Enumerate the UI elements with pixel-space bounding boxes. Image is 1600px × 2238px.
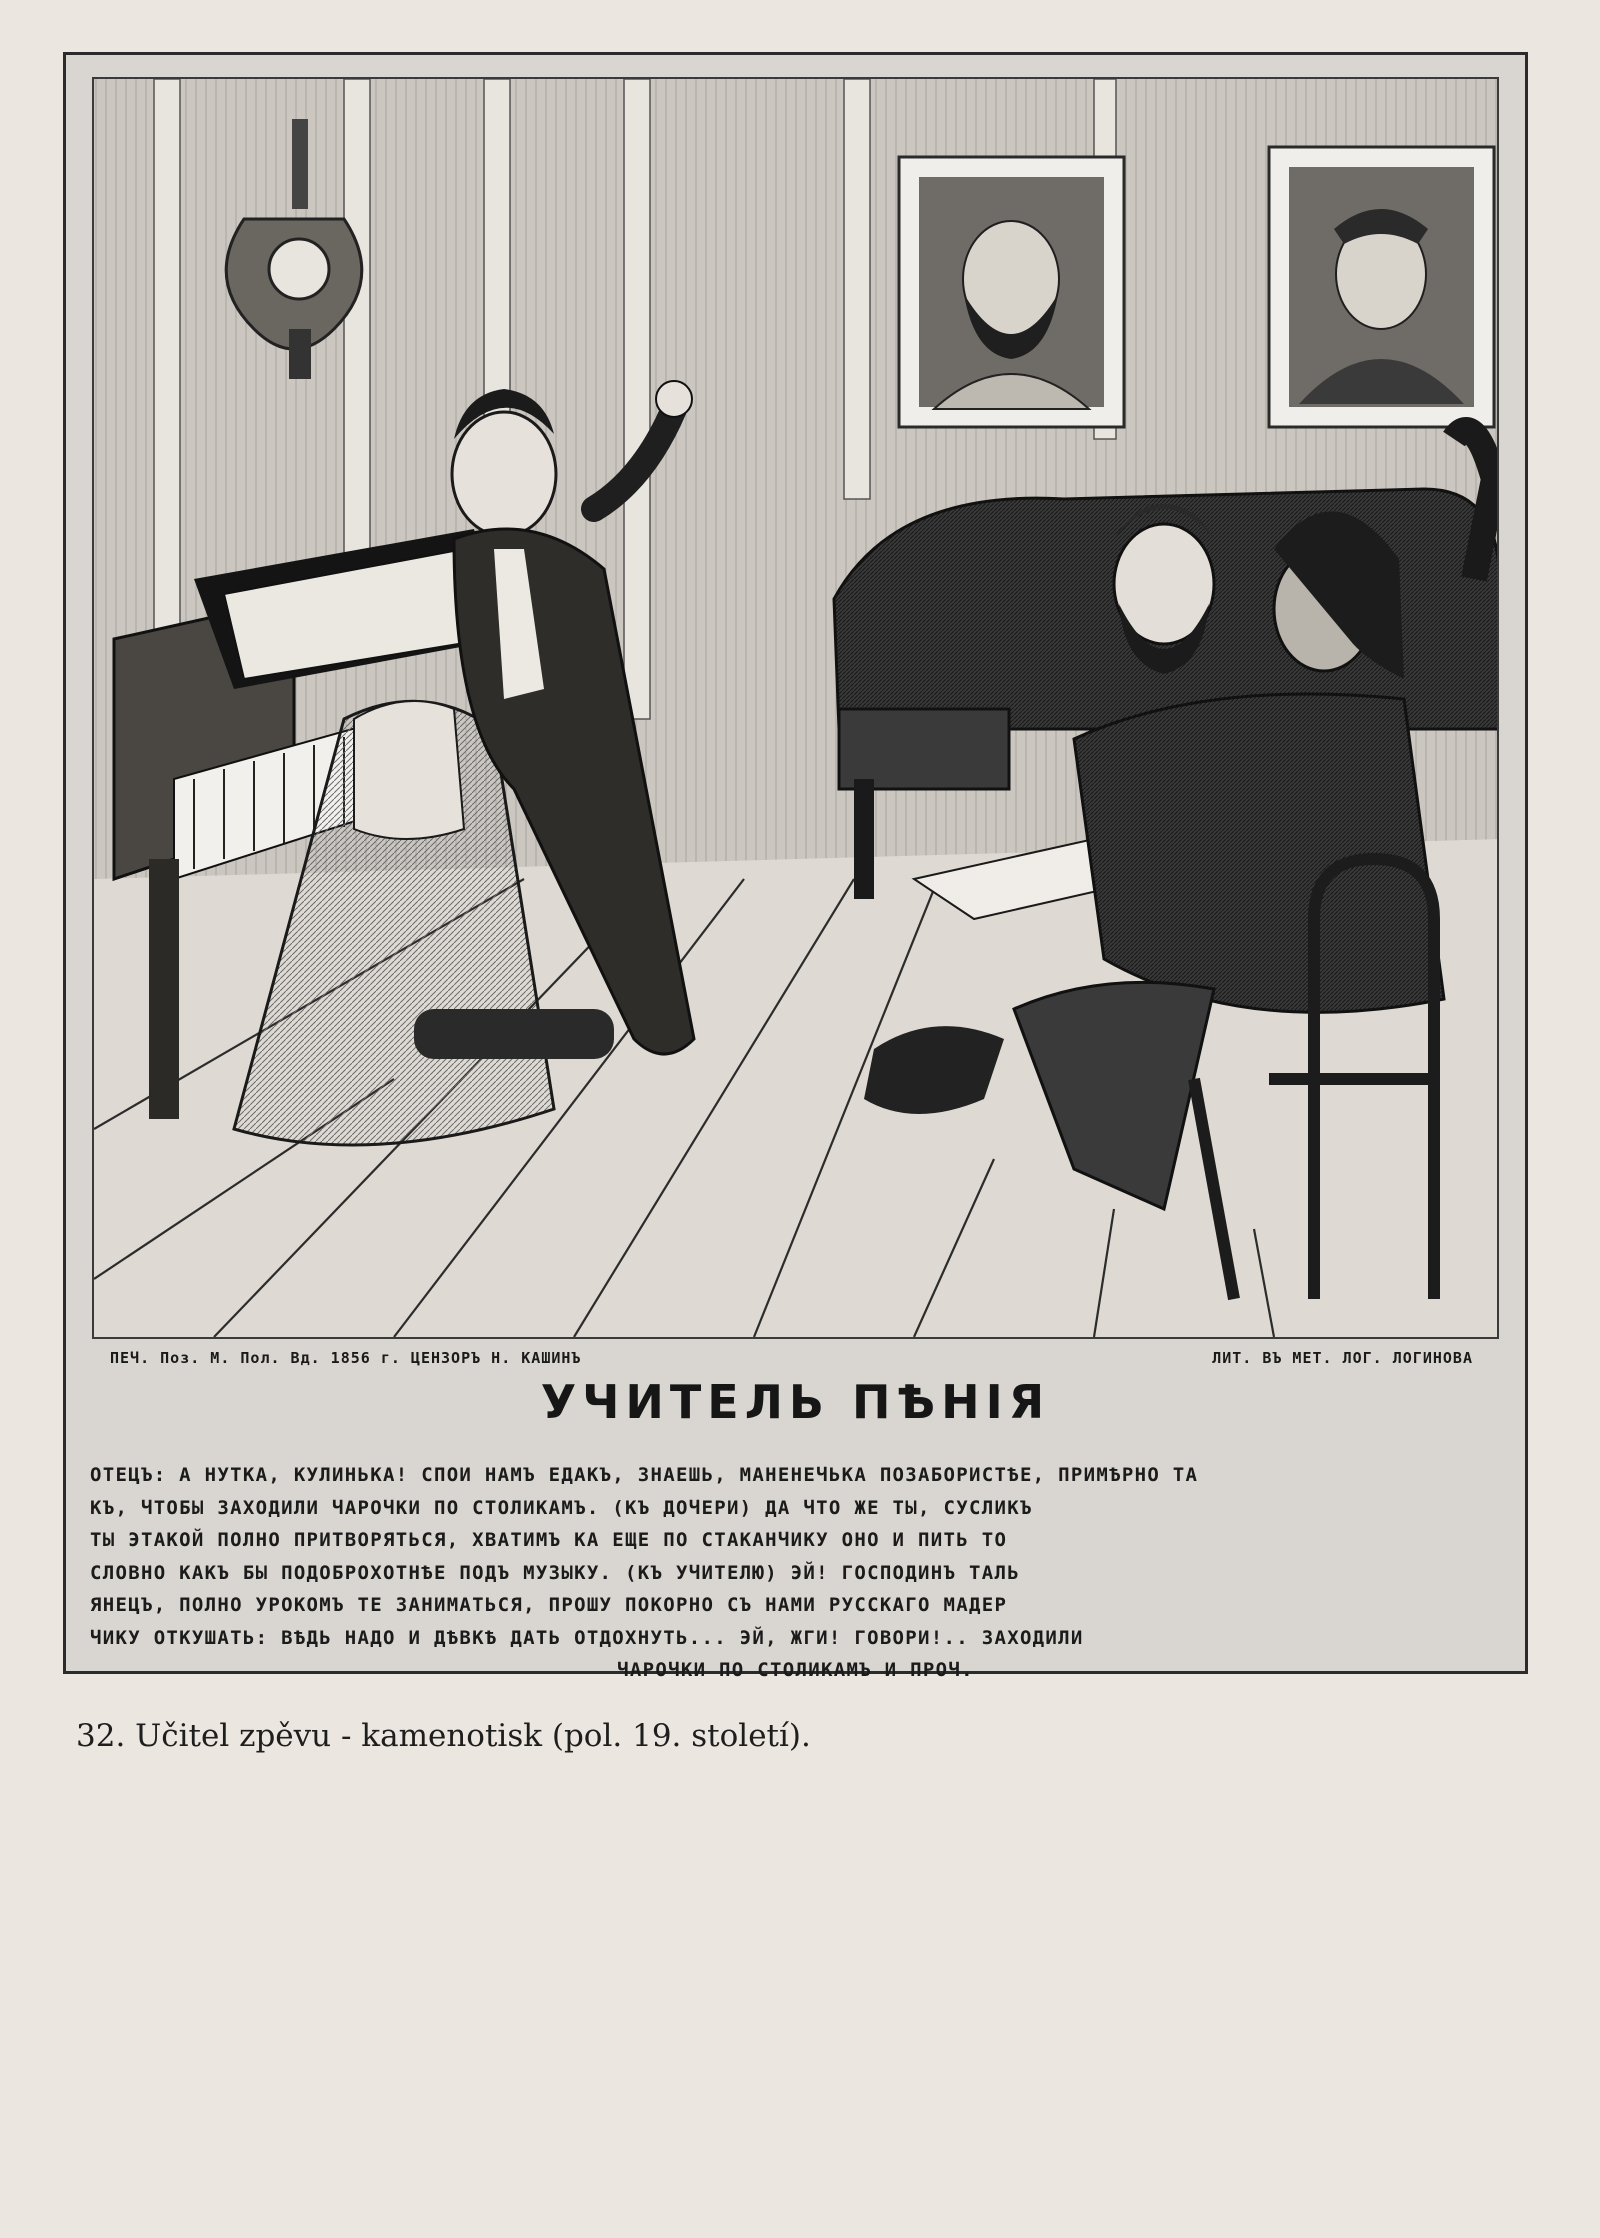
portrait-man [899, 157, 1124, 427]
figure-caption: 32. Učitel zpěvu - kamenotisk (pol. 19. století). [76, 1718, 811, 1754]
dialogue-line: ЧАРОЧКИ ПО СТОЛИКАМЪ И ПРОЧ. [617, 1659, 974, 1681]
lithographer-imprint: ЛИТ. ВЪ МЕТ. ЛОГ. ЛОГИНОВА [1212, 1349, 1473, 1367]
dialogue-line: ЯНЕЦЪ, ПОЛНО УРОКОМЪ ТЕ ЗАНИМАТЬСЯ, ПРОШУ ПОКОРНО СЪ НАМИ РУССКАГО МАДЕР [90, 1594, 1008, 1616]
dialogue-line: ОТЕЦЪ: А НУТКА, КУЛИНЬКА! СПОИ НАМЪ ЕДАКЪ, ЗНАЕШЬ, МАНЕНЕЧЬКА ПОЗАБОРИСТѢЕ, ПРИМѢРНО ТА [90, 1464, 1199, 1486]
dialogue-line: КЪ, ЧТОБЫ ЗАХОДИЛИ ЧАРОЧКИ ПО СТОЛИКАМЪ. (КЪ ДОЧЕРИ) ДА ЧТО ЖЕ ТЫ, СУСЛИКЪ [90, 1496, 1033, 1519]
lithograph-plate [63, 52, 1528, 1681]
imprint-row [96, 1345, 1495, 1373]
singing-lesson-scene [94, 79, 1499, 1337]
dialogue-line: ЧИКУ ОТКУШАТЬ: ВѢДЬ НАДО И ДѢВКѢ ДАТЬ ОТДОХНУТЬ... ЭЙ, ЖГИ! ГОВОРИ!.. ЗАХОДИЛИ [90, 1626, 1084, 1649]
print-title: УЧИТЕЛЬ ПѢНІЯ [540, 1375, 1051, 1429]
lithograph-illustration [92, 77, 1499, 1339]
print-dialogue-text [90, 1459, 1501, 1687]
dialogue-line: СЛОВНО КАКЪ БЫ ПОДОБРОХОТНѢЕ ПОДЪ МУЗЫКУ. (КЪ УЧИТЕЛЮ) ЭЙ! ГОСПОДИНЪ ТАЛЬ [90, 1561, 1020, 1584]
dialogue-line: ТЫ ЭТАКОЙ ПОЛНО ПРИТВОРЯТЬСЯ, ХВАТИМЪ КА ЕЩЕ ПО СТАКАНЧИКУ ОНО И ПИТЬ ТО [90, 1529, 1008, 1551]
portrait-woman [1269, 147, 1494, 427]
censor-imprint: ПЕЧ. Поз. М. Пол. Вд. 1856 г. ЦЕНЗОРЪ Н. КАШИНЪ [110, 1349, 582, 1367]
